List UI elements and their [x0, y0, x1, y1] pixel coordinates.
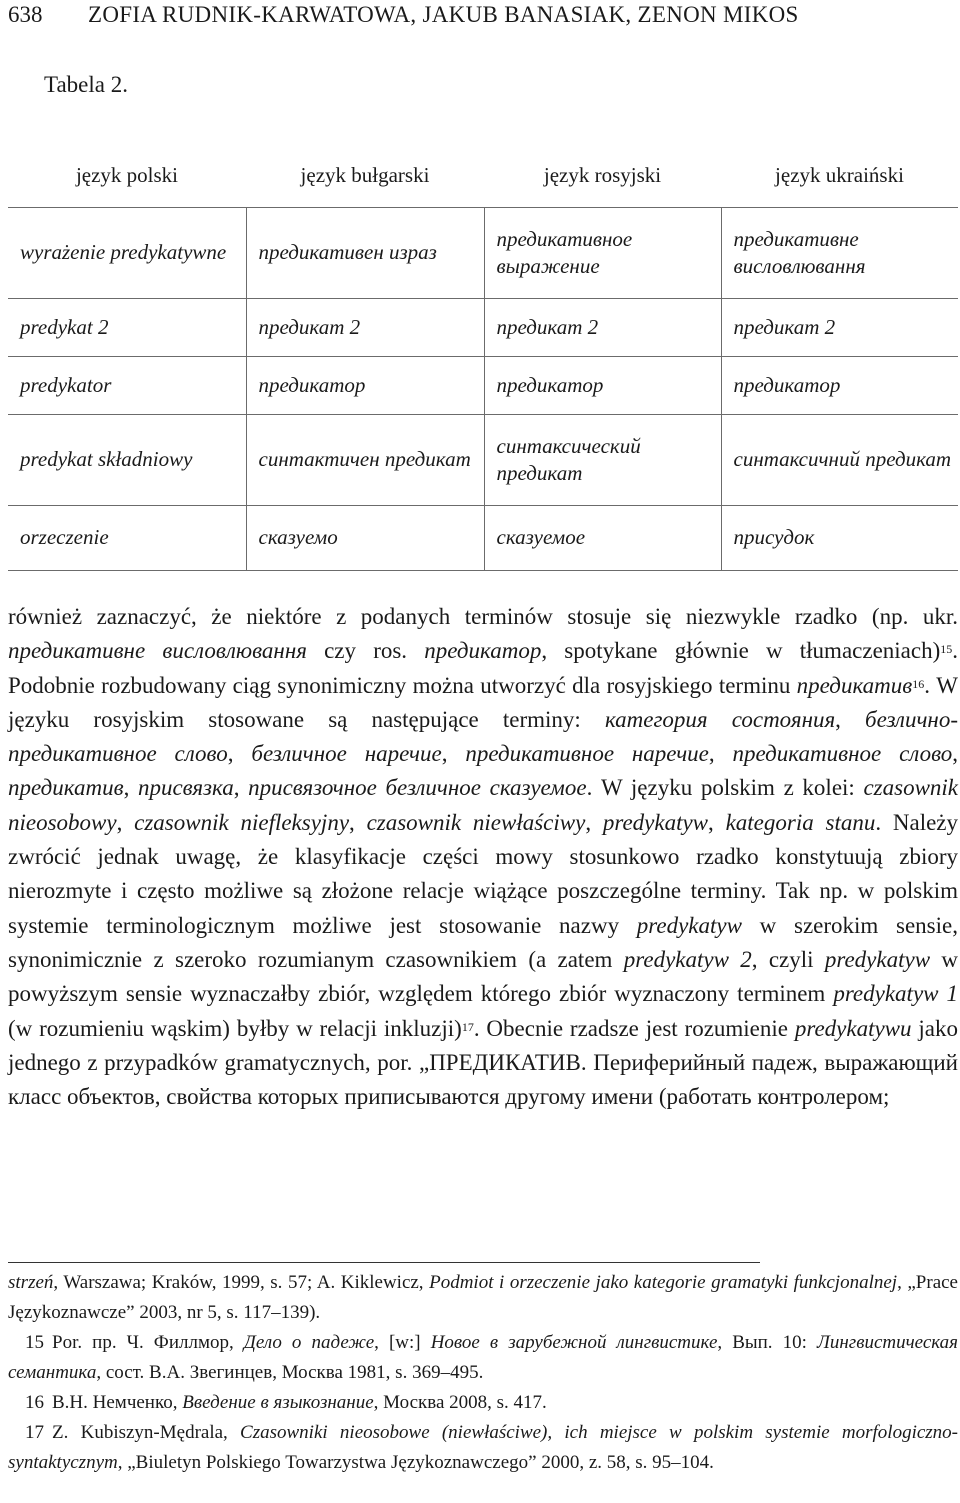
column-header: język rosyjski — [543, 163, 662, 187]
table-cell: сказуемое — [484, 506, 721, 571]
footnotes — [8, 1268, 958, 1478]
footnote-17: 17 Z. Kubiszyn-Mędrala, Czasowniki nieosobowe (niewłaściwe), ich miejsce w polskim systemie morfologiczno-syntaktycznym, „Biuletyn Polskiego Towarzystwa Językoznawczego” 2000, z. 58, s. 95–104. — [8, 1418, 958, 1478]
column-header: język bułgarski — [300, 163, 430, 187]
table-cell: orzeczenie — [8, 506, 246, 571]
body-text — [8, 600, 958, 1114]
table-cell: предикатор — [721, 357, 958, 415]
footnote-16: 16 В.Н. Немченко, Введение в языкознание, Москва 2008, s. 417. — [8, 1388, 958, 1418]
terminology-table — [8, 144, 958, 571]
table-cell: предикат 2 — [246, 299, 484, 357]
footnote-ref: 15 — [940, 642, 953, 657]
table-cell: синтаксичний предикат — [721, 415, 958, 506]
footnote-number: 16 — [25, 1392, 44, 1413]
footnote-continuation: strzeń, Warszawa; Kraków, 1999, s. 57; A. Kiklewicz, Podmiot i orzeczenie jako kategorie gramatyki funkcjonalnej, „Prace Językoznawcze” 2003, nr 5, s. 117–139). — [8, 1272, 958, 1323]
table-cell: сказуемо — [246, 506, 484, 571]
page-number: 638 — [8, 2, 43, 27]
table-header-row — [8, 144, 958, 208]
footnote-number: 17 — [25, 1422, 44, 1443]
footnote-number: 15 — [25, 1332, 44, 1353]
footnote-15: 15 Por. пр. Ч. Филлмор, Дело о падеже, [w:] Новое в зарубежной лингвистике, Вып. 10: Лингвистическая семантика, сост. В.А. Звегинцев, Москва 1981, s. 369–495. — [8, 1328, 958, 1388]
column-header: język polski — [75, 163, 179, 187]
table-cell: wyrażenie predykatywne — [8, 208, 246, 299]
table-cell: присудок — [721, 506, 958, 571]
running-header — [8, 0, 960, 40]
table-cell: predykat 2 — [8, 299, 246, 357]
table-row — [8, 415, 958, 506]
footnote-separator — [8, 1262, 760, 1263]
footnote-ref: 17 — [461, 1019, 474, 1034]
table-row — [8, 506, 958, 571]
table-cell: синтаксический предикат — [484, 415, 721, 506]
table-row — [8, 357, 958, 415]
table-cell: предикат 2 — [484, 299, 721, 357]
table-cell: предикативное выражение — [484, 208, 721, 299]
table-cell: predykat składniowy — [8, 415, 246, 506]
body-paragraph: również zaznaczyć, że niektóre z podanych terminów stosuje się niezwykle rzadko (np. ukr. предикативне висловлювання czy ros. предикатор, spotykane głównie w tłumaczeniach)$^{15}$. Podobnie rozbudowany ciąg synonimiczny można utworzyć dla rosyjskiego terminu предикатив$^{16}$. W języku rosyjskim stosowane są następujące terminy: категория состояния, безлично-предикативное слово, безличное наречие, предикативное наречие, предикативное слово, предикатив, присвязка, присвязочное безличное сказуемое. W języku polskim z kolei: czasownik nieosobowy, czasownik niefleksyjny, czasownik niewłaściwy, predykatyw, kategoria stanu. Należy zwrócić jednak uwagę, że klasyfikacje części mowy stosunkowo rzadko konstytuują zbiory nierozmyte i często możliwe są złożone relacje wiążące poszczególne terminy. Tak np. w polskim systemie terminologicznym możliwe jest stosowanie nazwy predykatyw w szerokim sensie, synonimicznie z szeroko rozumianym czasownikiem (a zatem predykatyw 2, czyli predykatyw w powyższym sensie wyznaczałby zbiór, względem którego zbiór wyznaczony terminem predykatyw 1 (w rozumieniu wąskim) byłby w relacji inkluzji)$^{17}$. Obecnie rzadsze jest rozumienie predykatywu jako jednego z przypadków gramatycznych, por. „ПРЕДИКАТИВ. Периферийный падеж, выражающий класс объектов, свойства которых приписываются другому имени (работать контролером; — [8, 604, 959, 1110]
table-caption: Tabela 2. — [44, 72, 128, 97]
table-cell: предикатор — [484, 357, 721, 415]
table-cell: предикатор — [246, 357, 484, 415]
running-head-authors: ZOFIA RUDNIK-KARWATOWA, JAKUB BANASIAK, ZENON MIKOS — [88, 2, 799, 27]
table-cell: синтактичен предикат — [246, 415, 484, 506]
table-row — [8, 299, 958, 357]
column-header: język ukraiński — [775, 163, 904, 187]
table-cell: предикат 2 — [721, 299, 958, 357]
table-cell: предикативне висловлювання — [721, 208, 958, 299]
table-cell: predykator — [8, 357, 246, 415]
footnote-ref: 16 — [912, 676, 925, 691]
table-row — [8, 208, 958, 299]
table-cell: предикативен израз — [246, 208, 484, 299]
